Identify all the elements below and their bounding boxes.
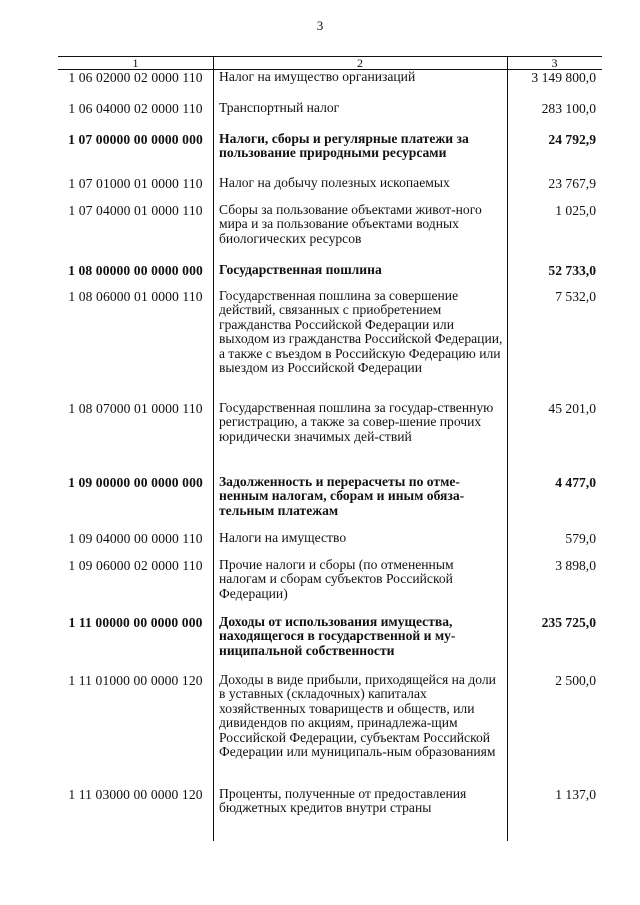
revenue-name: Задолженность и перерасчеты по отме-ненным налогам, сборам и иным обяза-тельным платежам	[219, 473, 465, 518]
revenue-name: Проценты, полученные от предоставления бюджетных кредитов внутри страны	[219, 785, 467, 816]
revenue-name: Доходы от использования имущества, находящегося в государственной и му-ниципальной собственности	[219, 613, 456, 658]
table-body	[58, 70, 602, 827]
revenue-name: Налоги, сборы и регулярные платежи за пользование природными ресурсами	[219, 130, 469, 161]
amount: 1 137,0	[555, 786, 596, 802]
table-row	[58, 101, 602, 132]
budget-code: 1 08 06000 01 0000 110	[68, 288, 203, 304]
table-row	[58, 70, 602, 101]
amount: 7 532,0	[555, 288, 596, 304]
amount: 45 201,0	[548, 400, 596, 416]
budget-code: 1 11 01000 00 0000 120	[68, 672, 203, 688]
amount: 579,0	[565, 530, 596, 546]
amount: 235 725,0	[541, 614, 596, 630]
column-header-2: 2	[213, 57, 507, 70]
revenue-name: Доходы в виде прибыли, приходящейся на доли в уставных (складочных) капиталах хозяйственных товариществ и обществ, или дивидендов по акциям, принадлежа-щим Российской Федерации, субъектам Российской Федерации или муниципаль-ным образованиям	[219, 671, 496, 760]
table-row	[58, 615, 602, 673]
revenue-name: Транспортный налог	[219, 99, 340, 115]
budget-code: 1 06 04000 02 0000 110	[68, 100, 203, 116]
revenue-name: Государственная пошлина	[219, 261, 382, 277]
budget-code: 1 09 04000 00 0000 110	[68, 530, 203, 546]
amount: 52 733,0	[548, 262, 596, 278]
revenue-name: Налоги на имущество	[219, 529, 347, 545]
budget-revenue-table	[58, 56, 602, 827]
budget-code: 1 07 01000 01 0000 110	[68, 175, 203, 191]
revenue-name: Сборы за пользование объектами живот-ного мира и за пользование объектами водных биологических ресурсов	[219, 201, 482, 246]
table-row	[58, 475, 602, 531]
revenue-name: Государственная пошлина за государ-ственную регистрацию, а также за совер-шение прочих юридически значимых дей-ствий	[219, 399, 494, 444]
page-number: 3	[316, 18, 324, 33]
table-header	[58, 57, 602, 70]
table-row	[58, 203, 602, 263]
revenue-name: Прочие налоги и сборы (по отмененным налогам и сборам субъектов Российской Федерации)	[219, 556, 454, 601]
revenue-name: Налог на имущество организаций	[219, 69, 416, 84]
budget-code: 1 08 07000 01 0000 110	[68, 400, 203, 416]
table-row	[58, 531, 602, 558]
amount: 4 477,0	[555, 474, 596, 490]
table-row	[58, 558, 602, 615]
amount: 24 792,9	[548, 131, 596, 147]
budget-code: 1 06 02000 02 0000 110	[68, 70, 203, 85]
column-header-1: 1	[58, 57, 213, 70]
budget-code: 1 11 03000 00 0000 120	[68, 786, 203, 802]
budget-code: 1 11 00000 00 0000 000	[68, 614, 203, 630]
table-row	[58, 132, 602, 176]
column-header-3: 3	[507, 57, 602, 70]
column-divider-1	[213, 56, 214, 841]
budget-code: 1 07 04000 01 0000 110	[68, 202, 203, 218]
column-divider-2	[507, 56, 508, 841]
budget-code: 1 09 00000 00 0000 000	[68, 474, 203, 490]
amount: 23 767,9	[548, 175, 596, 191]
table-row	[58, 401, 602, 475]
budget-code: 1 08 00000 00 0000 000	[68, 262, 203, 278]
amount: 283 100,0	[541, 100, 596, 116]
table-row	[58, 787, 602, 827]
table-row	[58, 289, 602, 401]
revenue-name: Налог на добычу полезных ископаемых	[219, 174, 450, 190]
table-row	[58, 263, 602, 289]
budget-code: 1 09 06000 02 0000 110	[68, 557, 203, 573]
budget-code: 1 07 00000 00 0000 000	[68, 131, 203, 147]
table-row	[58, 673, 602, 787]
amount: 3 898,0	[555, 557, 596, 573]
amount: 2 500,0	[555, 672, 596, 688]
revenue-name: Государственная пошлина за совершение действий, связанных с приобретением гражданства Российской Федерации или выходом из гражданства Российской Федерации, а также с въездом в Российскую Федерацию или выездом из Российской Федерации	[219, 287, 503, 376]
amount: 3 149 800,0	[531, 70, 596, 85]
table-row	[58, 176, 602, 203]
amount: 1 025,0	[555, 202, 596, 218]
